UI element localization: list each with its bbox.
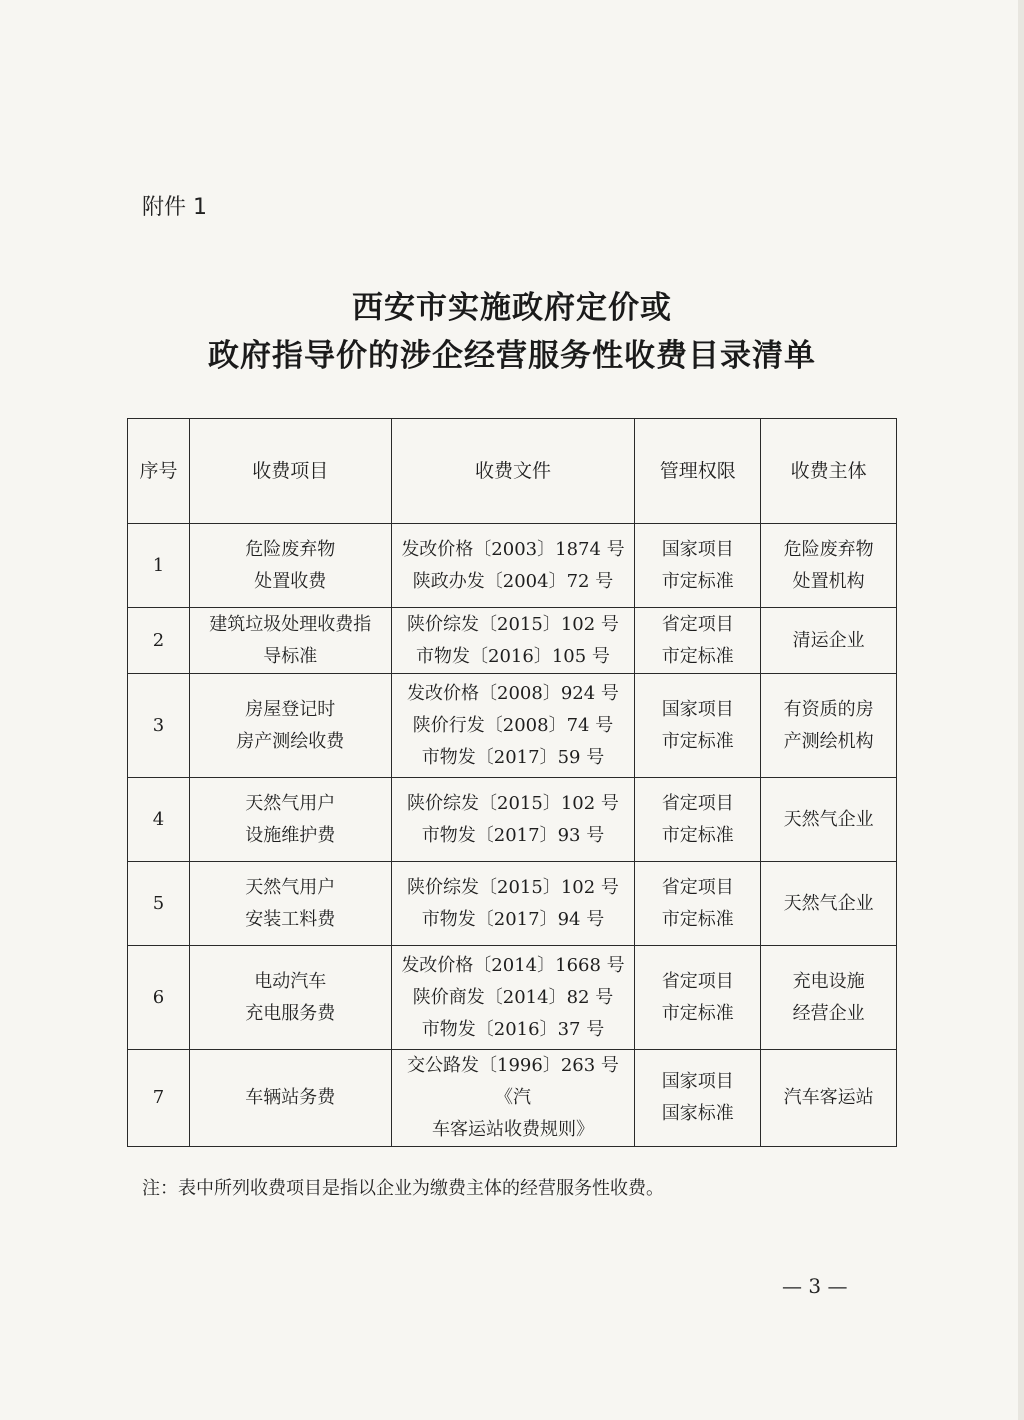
cell-line: 省定项目	[661, 876, 734, 898]
cell-line: 省定项目	[661, 792, 734, 814]
cell-line: 市定标准	[661, 570, 734, 592]
subject-cell	[761, 524, 897, 608]
serial-cell	[128, 946, 190, 1050]
cell-line: 房产测绘收费	[236, 730, 345, 752]
cell-line: 国家项目	[661, 538, 734, 560]
fee-table	[127, 418, 897, 1147]
document-cell	[391, 778, 635, 862]
cell-line: 汽车客运站	[783, 1087, 874, 1108]
cell-line: 市定标准	[661, 824, 734, 846]
page-number: — 3 —	[782, 1274, 848, 1298]
cell-line: 安装工料费	[245, 908, 336, 930]
cell-line: 陕价综发〔2015〕102 号	[407, 613, 619, 635]
table-row	[128, 778, 897, 862]
table-row	[128, 608, 897, 674]
cell-line: 陕价综发〔2015〕102 号	[407, 792, 619, 814]
cell-line: 陕政办发〔2004〕72 号	[412, 570, 614, 592]
cell-line: 市物发〔2017〕93 号	[421, 824, 605, 846]
authority-cell	[635, 778, 761, 862]
item-cell	[189, 862, 391, 946]
cell-line: 市定标准	[661, 908, 734, 930]
authority-cell	[635, 674, 761, 778]
cell-line: 有资质的房	[783, 698, 874, 720]
table-row	[128, 524, 897, 608]
cell-text: 6	[152, 986, 165, 1008]
cell-line: 导标准	[263, 645, 318, 667]
cell-line: 天然气用户	[245, 876, 336, 898]
document-cell	[391, 608, 635, 674]
serial-cell	[128, 862, 190, 946]
subject-cell	[761, 1050, 897, 1147]
header-document: 收费文件	[391, 419, 635, 524]
authority-cell	[635, 1050, 761, 1147]
cell-line: 车客运站收费规则》	[431, 1119, 594, 1140]
cell-line: 车辆站务费	[245, 1087, 336, 1108]
authority-cell	[635, 862, 761, 946]
title-line-2: 政府指导价的涉企经营服务性收费目录清单	[208, 338, 816, 374]
cell-line: 处置收费	[254, 570, 327, 592]
item-cell	[189, 674, 391, 778]
document-cell	[391, 674, 635, 778]
attachment-label: 附件 1	[142, 195, 207, 220]
cell-line: 电动汽车	[254, 970, 327, 992]
cell-line: 天然气用户	[245, 792, 336, 814]
title-line-1: 西安市实施政府定价或	[352, 290, 672, 326]
cell-line: 建筑垃圾处理收费指	[209, 613, 372, 635]
header-serial: 序号	[128, 419, 190, 524]
table-row	[128, 1050, 897, 1147]
cell-line: 省定项目	[661, 613, 734, 635]
table-row	[128, 946, 897, 1050]
authority-cell	[635, 524, 761, 608]
cell-line: 市定标准	[661, 645, 734, 667]
cell-line: 天然气企业	[783, 808, 874, 830]
serial-cell	[128, 524, 190, 608]
authority-cell	[635, 608, 761, 674]
cell-line: 充电服务费	[245, 1002, 336, 1024]
serial-cell	[128, 1050, 190, 1147]
subject-cell	[761, 862, 897, 946]
header-item: 收费项目	[189, 419, 391, 524]
subject-cell	[761, 674, 897, 778]
serial-cell	[128, 778, 190, 862]
cell-line: 充电设施	[792, 970, 865, 992]
table-row	[128, 674, 897, 778]
document-cell	[391, 1050, 635, 1147]
cell-text: 4	[152, 808, 165, 830]
cell-line: 发改价格〔2003〕1874 号	[401, 538, 625, 560]
cell-line: 危险废弃物	[245, 538, 336, 560]
cell-text: 3	[152, 714, 165, 736]
document-cell	[391, 946, 635, 1050]
cell-line: 国家项目	[661, 1071, 734, 1092]
subject-cell	[761, 946, 897, 1050]
cell-line: 陕价综发〔2015〕102 号	[407, 876, 619, 898]
document-cell	[391, 524, 635, 608]
cell-line: 房屋登记时	[245, 698, 336, 720]
cell-line: 交公路发〔1996〕263 号《汽	[407, 1055, 619, 1108]
cell-text: 5	[152, 892, 165, 914]
cell-line: 市物发〔2017〕94 号	[421, 908, 605, 930]
cell-text: 1	[152, 554, 165, 576]
cell-line: 陕价商发〔2014〕82 号	[412, 986, 614, 1008]
cell-line: 设施维护费	[245, 824, 336, 846]
serial-cell	[128, 674, 190, 778]
item-cell	[189, 946, 391, 1050]
cell-line: 陕价行发〔2008〕74 号	[412, 714, 614, 736]
footnote: 注：表中所列收费项目是指以企业为缴费主体的经营服务性收费。	[142, 1178, 664, 1199]
item-cell	[189, 778, 391, 862]
cell-text: 7	[152, 1087, 165, 1108]
item-cell	[189, 608, 391, 674]
item-cell	[189, 524, 391, 608]
cell-line: 市物发〔2016〕37 号	[421, 1018, 605, 1040]
cell-line: 国家标准	[661, 1103, 734, 1124]
header-subject: 收费主体	[761, 419, 897, 524]
cell-line: 发改价格〔2014〕1668 号	[401, 954, 625, 976]
serial-cell	[128, 608, 190, 674]
cell-line: 市定标准	[661, 1002, 734, 1024]
cell-text: 2	[152, 629, 165, 651]
cell-line: 发改价格〔2008〕924 号	[407, 682, 619, 704]
cell-line: 产测绘机构	[783, 730, 874, 752]
document-cell	[391, 862, 635, 946]
header-authority: 管理权限	[635, 419, 761, 524]
cell-line: 市物发〔2016〕105 号	[416, 645, 610, 667]
table-header-row	[128, 419, 897, 524]
item-cell	[189, 1050, 391, 1147]
cell-line: 国家项目	[661, 698, 734, 720]
scan-edge	[1018, 0, 1024, 1420]
subject-cell	[761, 608, 897, 674]
subject-cell	[761, 778, 897, 862]
cell-line: 天然气企业	[783, 892, 874, 914]
cell-line: 处置机构	[792, 570, 865, 592]
authority-cell	[635, 946, 761, 1050]
cell-line: 清运企业	[792, 629, 865, 651]
table-row	[128, 862, 897, 946]
cell-line: 危险废弃物	[783, 538, 874, 560]
cell-line: 市物发〔2017〕59 号	[421, 746, 605, 768]
cell-line: 市定标准	[661, 730, 734, 752]
cell-line: 省定项目	[661, 970, 734, 992]
cell-line: 经营企业	[792, 1002, 865, 1024]
